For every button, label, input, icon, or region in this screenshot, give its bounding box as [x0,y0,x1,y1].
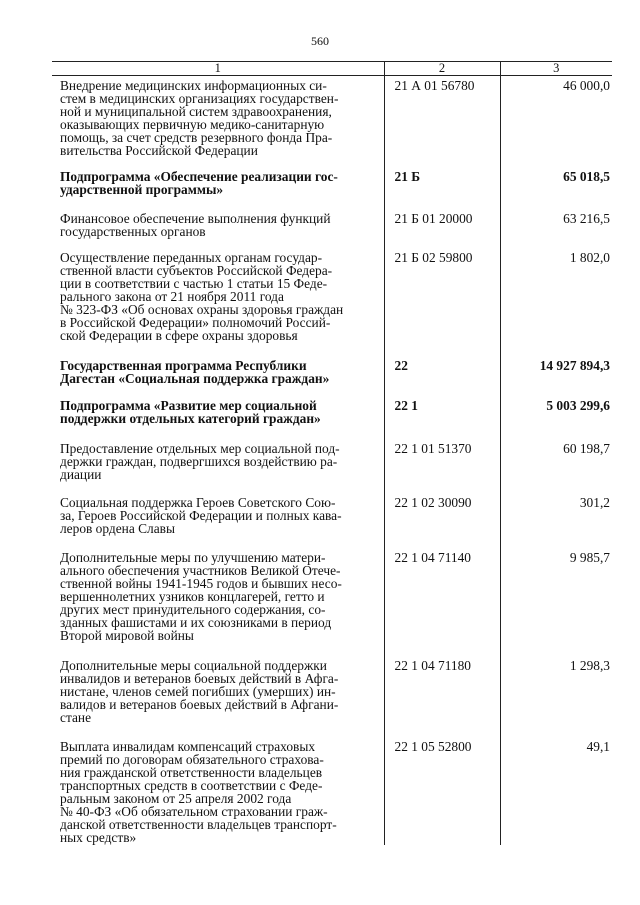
row-name-cell-text: Подпрограмма «Развитие мер социальной поддержки отдельных категорий граждан» [60,398,321,427]
table-body [52,76,612,846]
row-code-cell [384,212,500,252]
row-amount-cell-text: 1 802,0 [569,250,610,266]
table-row [52,212,612,252]
row-name-cell [52,76,384,171]
table-row [52,496,612,551]
row-name-cell [52,212,384,252]
table-row [52,659,612,740]
row-code-cell-text: 21 Б 01 20000 [394,210,473,226]
row-code-cell [384,76,500,171]
column-header-name: 1 [52,62,384,76]
row-code-cell [384,170,500,212]
row-code-cell-text: 21 Б [394,169,421,185]
table-row [52,359,612,400]
row-name-cell-text: Дополнительные меры социальной поддержки инвалидов и ветеранов боевых действий в Афга- нистане, членов семей погибших (умерших) ин- валидов и ветеранов боевых действий в Афгани- стане [60,657,339,725]
table-row [52,251,612,358]
row-code-cell-text: 22 1 02 30090 [394,495,472,511]
row-code-cell-text: 21 А 01 56780 [394,78,475,93]
row-amount-cell-text: 14 927 894,3 [539,357,610,373]
row-code-cell [384,740,500,845]
row-amount-cell-text: 301,2 [579,495,610,511]
row-amount-cell-text: 49,1 [586,738,610,754]
row-name-cell-text: Социальная поддержка Героев Советского Сою- за, Героев Российской Федерации и полных кава- леров ордена Славы [60,495,342,537]
row-name-cell-text: Государственная программа Республики Дагестан «Социальная поддержка граждан» [60,357,330,386]
row-code-cell [384,251,500,358]
row-name-cell-text: Выплата инвалидам компенсаций страховых премий по договорам обязательного страхова- ния гражданской ответственности владельцев транспортных средств в соответствии с Феде- ральным законом от 25 апреля 2002 года № 40-ФЗ «Об обязательном страховании граж- данской ответственности владельцев транспорт- ных средств» [60,738,337,845]
row-code-cell-text: 22 1 [394,398,418,414]
row-code-cell [384,496,500,551]
row-code-cell [384,659,500,740]
row-name-cell [52,359,384,400]
row-code-cell [384,442,500,497]
row-name-cell-text: Предоставление отдельных мер социальной под- держки граждан, подвергшихся воздействию ра- диации [60,440,340,482]
row-code-cell-text: 22 1 04 71180 [394,657,471,673]
row-name-cell [52,496,384,551]
table-row [52,76,612,171]
table-row [52,442,612,497]
row-amount-cell-text: 5 003 299,6 [546,398,610,414]
row-name-cell [52,659,384,740]
row-name-cell [52,442,384,497]
row-amount-cell [500,251,612,358]
row-amount-cell-text: 1 298,3 [569,657,610,673]
row-code-cell-text: 22 1 05 52800 [394,738,472,754]
row-amount-cell [500,740,612,845]
row-amount-cell [500,659,612,740]
row-amount-cell [500,212,612,252]
row-name-cell [52,399,384,442]
row-name-cell [52,740,384,845]
row-amount-cell-text: 65 018,5 [563,169,610,185]
row-code-cell [384,399,500,442]
row-name-cell [52,251,384,358]
row-code-cell [384,359,500,400]
row-name-cell-text: Финансовое обеспечение выполнения функций государственных органов [60,210,331,239]
page-number: 560 [311,34,329,48]
row-amount-cell [500,399,612,442]
row-code-cell-text: 22 [394,357,408,373]
row-name-cell [52,170,384,212]
row-amount-cell [500,442,612,497]
row-amount-cell [500,359,612,400]
row-amount-cell [500,76,612,171]
column-header-amount: 3 [500,62,612,76]
row-name-cell-text: Осуществление переданных органам государ- ственной власти субъектов Российской Федера- ции в соответствии с частью 1 статьи 15 Феде- рального закона от 21 ноября 2011 года № 323-ФЗ «Об основах охраны здоровья граждан в Российской Федерации» полномочий Россий- ской Федерации в сфере охраны здоровья [60,250,344,344]
column-header-code: 2 [384,62,500,76]
row-name-cell [52,551,384,658]
row-amount-cell-text: 46 000,0 [563,78,610,93]
table-row [52,740,612,845]
budget-table [52,61,612,845]
table-row [52,399,612,442]
row-amount-cell-text: 60 198,7 [563,440,610,456]
row-amount-cell-text: 9 985,7 [569,550,610,566]
row-name-cell-text: Внедрение медицинских информационных си- стем в медицинских организациях государствен- ной и муниципальной систем здравоохранения, оказывающих первичную медико-санитарную помощь, за счет средств резервного фонда Пра- вительства Российской Федерации [60,78,339,158]
row-name-cell-text: Подпрограмма «Обеспечение реализации гос- ударственной программы» [60,169,338,198]
row-amount-cell-text: 63 216,5 [563,210,610,226]
row-name-cell-text: Дополнительные меры по улучшению матери- ального обеспечения участников Великой Отече- ственной войны 1941-1945 годов и бывших несо- вершеннолетних узников концлагерей, гетто и других мест принудительного содержания, со- зданных фашистами и их союзниками в период Второй мировой войны [60,550,342,644]
row-amount-cell [500,170,612,212]
row-amount-cell [500,496,612,551]
row-code-cell-text: 22 1 04 71140 [394,550,471,566]
row-amount-cell [500,551,612,658]
row-code-cell [384,551,500,658]
table-row [52,551,612,658]
row-code-cell-text: 21 Б 02 59800 [394,250,473,266]
row-code-cell-text: 22 1 01 51370 [394,440,472,456]
column-number-header [52,62,612,76]
table-row [52,170,612,212]
